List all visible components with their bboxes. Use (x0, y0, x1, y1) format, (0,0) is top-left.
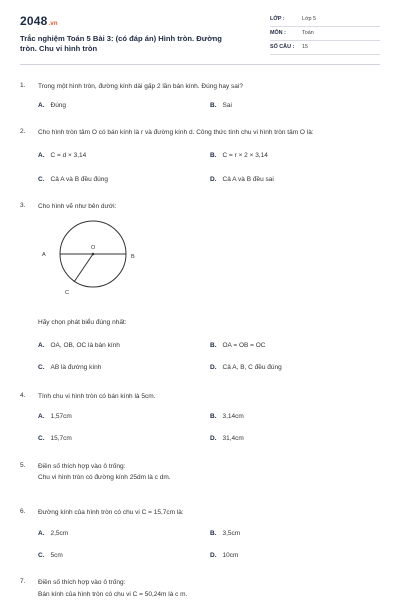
meta-value-class: Lớp 5 (302, 16, 317, 22)
option-text: 1,57cm (50, 413, 72, 420)
question-number: 7. (20, 578, 26, 585)
option-text: 10cm (222, 552, 239, 559)
question-number: 2. (20, 128, 26, 135)
meta-row-subject (270, 28, 380, 41)
option-c[interactable] (38, 435, 72, 442)
meta-value-subject: Toán (302, 30, 314, 36)
option-d[interactable] (210, 176, 274, 183)
option-letter: D. (210, 364, 217, 371)
option-text: 31,4cm (222, 435, 244, 442)
option-letter: B. (210, 530, 217, 537)
label-c: C (65, 290, 69, 296)
option-letter: B. (210, 342, 217, 349)
option-a[interactable] (38, 342, 120, 349)
radius-oc (74, 254, 93, 282)
option-letter: C. (38, 364, 45, 371)
option-letter: B. (210, 413, 217, 420)
option-b[interactable] (210, 530, 240, 537)
option-text: C = r × 2 × 3,14 (222, 152, 268, 159)
option-a[interactable] (38, 530, 68, 537)
option-letter: B. (210, 152, 217, 159)
option-text: Sai (222, 102, 232, 109)
option-letter: D. (210, 552, 217, 559)
option-text: Đúng (50, 102, 67, 109)
option-text: OA = OB = OC (222, 342, 266, 349)
option-text: 2,5cm (50, 530, 69, 537)
option-letter: B. (210, 102, 217, 109)
question-subtext: Chu vi hình tròn có đường kính 25dm là c dm. (38, 474, 171, 481)
option-text: 5cm (50, 552, 63, 559)
meta-row-count (270, 42, 380, 55)
option-b[interactable] (210, 413, 244, 420)
option-letter: A. (38, 413, 45, 420)
worksheet-meta (270, 14, 380, 56)
meta-label-class: LỚP : (270, 16, 285, 22)
meta-row-class (270, 14, 380, 27)
question-text: Trong một hình tròn, đường kính dài gấp 2 lần bán kính. Đúng hay sai? (38, 83, 243, 90)
meta-label-subject: MÔN : (270, 30, 286, 36)
option-text: 3,14cm (222, 413, 244, 420)
logo-suffix: .vn (48, 21, 58, 27)
option-text: Cả A và B đều sai (222, 176, 274, 183)
option-text: AB là đường kính (50, 364, 102, 371)
meta-value-count: 15 (302, 44, 308, 50)
question-text: Điền số thích hợp vào ô trống: (38, 579, 126, 586)
option-c[interactable] (38, 176, 108, 183)
circle-figure (38, 218, 148, 298)
option-letter: A. (38, 342, 45, 349)
question-text: Đường kính của hình tròn có chu vi C = 15,7cm là: (38, 509, 184, 516)
worksheet-header (20, 14, 380, 60)
option-a[interactable] (38, 102, 66, 109)
option-b[interactable] (210, 152, 268, 159)
option-text: C = d × 3,14 (50, 152, 87, 159)
option-c[interactable] (38, 364, 101, 371)
option-a[interactable] (38, 152, 86, 159)
option-letter: C. (38, 435, 45, 442)
label-a: A (42, 252, 46, 258)
option-a[interactable] (38, 413, 72, 420)
option-text: 15,7cm (50, 435, 72, 442)
label-b: B (131, 254, 135, 260)
option-letter: A. (38, 152, 45, 159)
question-number: 3. (20, 202, 26, 209)
option-b[interactable] (210, 342, 266, 349)
center-point (92, 253, 95, 256)
question-subtext: Bán kính của hình tròn có chu vi C = 50,24m là c m. (38, 591, 188, 598)
site-logo[interactable] (20, 14, 58, 28)
option-d[interactable] (210, 552, 238, 559)
option-c[interactable] (38, 552, 63, 559)
option-letter: D. (210, 176, 217, 183)
option-d[interactable] (210, 435, 244, 442)
option-b[interactable] (210, 102, 232, 109)
header-divider (20, 64, 380, 65)
question-text: Cho hình vẽ như bên dưới: (38, 203, 117, 210)
option-letter: A. (38, 102, 45, 109)
option-text: OA, OB, OC là bán kính (50, 342, 120, 349)
question-number: 4. (20, 392, 26, 399)
meta-label-count: SỐ CÂU : (270, 44, 295, 50)
question-text: Tính chu vi hình tròn có bán kính là 5cm. (38, 393, 156, 400)
option-text: Cả A và B đều đúng (50, 176, 108, 183)
option-text: 3,5cm (222, 530, 241, 537)
question-text: Cho hình tròn tâm O có bán kính là r và đường kính d. Công thức tính chu vi hình tròn tâm O là: (38, 129, 314, 136)
option-d[interactable] (210, 364, 282, 371)
option-letter: D. (210, 435, 217, 442)
question-number: 5. (20, 462, 26, 469)
option-letter: C. (38, 552, 45, 559)
question-number: 6. (20, 508, 26, 515)
option-letter: A. (38, 530, 45, 537)
option-letter: C. (38, 176, 45, 183)
option-text: Cả A, B, C đều đúng (222, 364, 282, 371)
logo-main: 2048 (20, 14, 48, 28)
question-number: 1. (20, 82, 26, 89)
worksheet-title: Trắc nghiệm Toán 5 Bài 3: (có đáp án) Hình tròn. Đường tròn. Chu vi hình tròn (20, 34, 222, 53)
question-prompt: Hãy chọn phát biểu đúng nhất: (38, 319, 127, 326)
label-o: O (91, 245, 96, 251)
question-text: Điền số thích hợp vào ô trống: (38, 463, 126, 470)
